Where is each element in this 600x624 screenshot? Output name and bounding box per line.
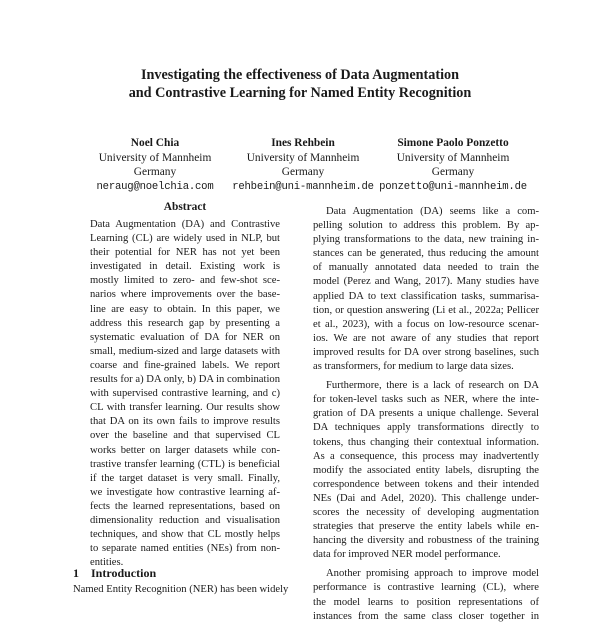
- text-line: results for a) DA only, b) DA in combination: [90, 374, 280, 386]
- text-line: pelling solution to address this problem. By ap-: [313, 220, 539, 232]
- text-line: data for improved NER model performance.: [313, 549, 501, 561]
- text-line: applied DA to text classification tasks, summarisa-: [313, 290, 539, 302]
- abstract-heading: Abstract: [163, 201, 207, 213]
- text-line: for token-level tasks such as NER, where the inte-: [313, 394, 539, 406]
- text-line: Another promising approach to improve model: [326, 568, 539, 580]
- text-line: Data Augmentation (DA) and Contrastive: [90, 219, 280, 230]
- text-line: narios where improvements over the base-: [90, 289, 280, 301]
- author-email[interactable]: rehbein@uni-mannheim.de: [232, 180, 374, 193]
- text-line: to separate named entities (NEs) from non-: [90, 543, 280, 555]
- text-line: tion, or question answering (Li et al., 2022a; Pellicer: [313, 304, 539, 316]
- text-line: over the baseline and that supervised CL: [90, 430, 280, 442]
- section-number: 1: [73, 566, 79, 580]
- title-line: and Contrastive Learning for Named Entity Recognition: [128, 85, 472, 101]
- author-country: Germany: [281, 166, 325, 178]
- text-line: stances can be generated, thus reducing the amount: [313, 248, 539, 260]
- author-block: [80, 136, 230, 194]
- text-line: Learning (CL) are widely used in NLP, but: [90, 233, 280, 245]
- paper-title: [0, 66, 600, 102]
- text-line: works better on larger datasets while con-: [90, 444, 280, 456]
- intro-left-text: [73, 583, 293, 597]
- text-line: address this research gap by presenting a: [90, 317, 280, 329]
- text-line: line are easy to obtain. In this paper, we: [90, 303, 280, 315]
- text-line: mostly limited to zero- and few-shot sce-: [90, 275, 280, 287]
- text-line: trastive transfer learning (CTL) is beneficial: [90, 458, 280, 470]
- text-line: plying transformations to the data, new training in-: [313, 234, 539, 246]
- text-line: correspondence between tokens and their intended: [313, 478, 539, 490]
- title-line: Investigating the effectiveness of Data Augmentation: [141, 67, 459, 83]
- text-line: as transformers, for medium to large data sizes.: [313, 361, 514, 373]
- text-line: dimensionality reduction and visualisation: [90, 514, 280, 526]
- text-line: entities.: [90, 557, 124, 569]
- text-line: performance is contrastive learning (CL), where: [313, 582, 539, 594]
- text-line: if the target dataset is very small. Finally,: [90, 472, 280, 484]
- author-name: Ines Rehbein: [271, 137, 335, 149]
- text-line: modify the associated entity labels, disrupting the: [313, 464, 539, 476]
- abstract-body: [90, 218, 280, 570]
- text-line: scores the necessity of developing augmentation: [313, 506, 539, 518]
- author-name: Simone Paolo Ponzetto: [397, 137, 509, 149]
- author-block: [378, 136, 528, 194]
- text-line: fects the learned representations, based on: [90, 500, 280, 512]
- text-line: Named Entity Recognition (NER) has been widely: [73, 584, 289, 595]
- text-line: ios. We are not aware of any studies that report: [313, 332, 539, 344]
- text-line: the model learns to position representations of: [313, 596, 539, 608]
- section-heading: [73, 566, 156, 581]
- text-line: small, medium-sized and large datasets with: [90, 345, 280, 357]
- text-line: model (Perez and Wang, 2017). Many studies have: [313, 276, 539, 288]
- section-title: Introduction: [91, 566, 157, 580]
- text-line: their potential for NER has not yet been: [90, 247, 280, 259]
- text-line: CL with transfer learning. Our results show: [90, 402, 280, 414]
- text-line: instances from the same class closer together in: [313, 610, 539, 622]
- text-line: investigated in detail. Existing work is: [90, 261, 280, 273]
- text-line: tokens, thus changing their contextual information.: [313, 436, 539, 448]
- text-line: we investigate how contrastive learning af-: [90, 486, 280, 498]
- text-line: gration of DA presents a unique challenge. Several: [313, 408, 539, 420]
- text-line: As a consequence, this process may inadvertently: [313, 450, 539, 462]
- text-line: strategies that preserve the entity labels while en-: [313, 521, 539, 533]
- text-line: et al., 2023), with a focus on low-resource scenar-: [313, 318, 539, 330]
- right-column-text: [313, 205, 539, 624]
- author-country: Germany: [133, 166, 177, 178]
- text-line: that DA on its own fails to improve results: [90, 416, 280, 428]
- author-name: Noel Chia: [130, 137, 180, 149]
- text-line: Data Augmentation (DA) seems like a com-: [326, 206, 539, 217]
- text-line: with supervised contrastive learning, and c): [90, 388, 280, 400]
- text-line: systematic evaluation of DA for NER on: [90, 331, 280, 343]
- text-line: coarse and fine-grained labels. We report: [90, 359, 280, 371]
- text-line: NEs (Dai and Adel, 2020). This challenge under-: [313, 492, 539, 504]
- author-affiliation: University of Mannheim: [98, 151, 212, 164]
- text-line: improved results for DA over strong baselines, such: [313, 346, 539, 358]
- author-country: Germany: [431, 166, 475, 178]
- text-line: DA techniques apply transformations directly to: [313, 422, 539, 434]
- author-affiliation: University of Mannheim: [246, 151, 360, 164]
- text-line: hancing the diversity and robustness of the training: [313, 535, 539, 547]
- paragraph: [313, 567, 539, 623]
- paragraph: [313, 205, 539, 374]
- text-line: techniques, and show that CL mostly helps: [90, 529, 280, 541]
- paragraph: [313, 379, 539, 562]
- author-affiliation: University of Mannheim: [396, 151, 510, 164]
- author-block: [228, 136, 378, 194]
- text-line: Furthermore, there is a lack of research on DA: [326, 380, 539, 392]
- text-line: of manually annotated data needed to train the: [313, 262, 539, 274]
- author-email[interactable]: neraug@noelchia.com: [96, 180, 214, 193]
- author-email[interactable]: ponzetto@uni-mannheim.de: [379, 180, 527, 193]
